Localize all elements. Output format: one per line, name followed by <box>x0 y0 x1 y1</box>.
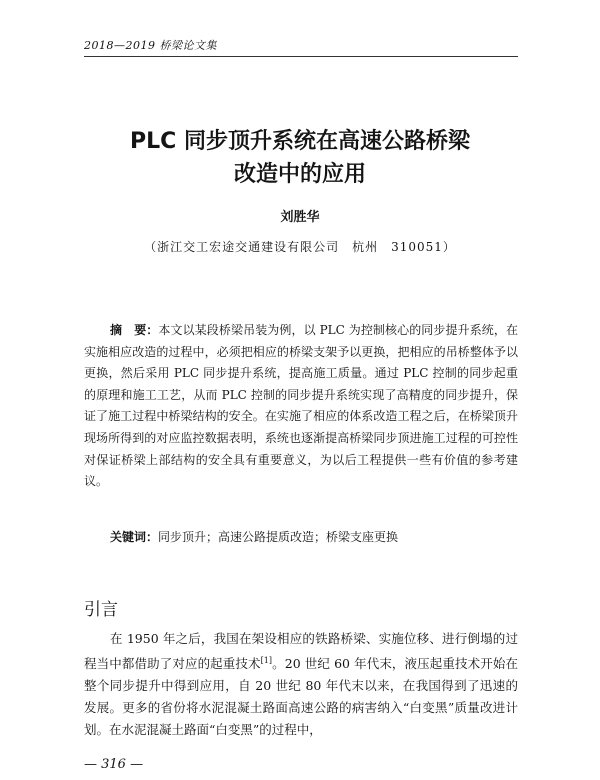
body-paragraph <box>84 628 518 741</box>
abstract-text: 本文以某段桥梁吊装为例，以 PLC 为控制核心的同步提升系统，在实施相应改造的过程中，必须把相应的桥梁支架予以更换，把相应的吊桥整体予以更换，然后采用 PLC 同步提升系统，提高施工质量。通过 PLC 控制的同步起重的原理和施工工艺，从而 PLC 控制的同步提升系统实现了高精度的同步提升，保证了施工过程中桥梁结构的安全。在实施了相应的体系改造工程之后，在桥梁顶升现场所得到的对应监控数据表明，系统也逐渐提高桥梁同步顶进施工过程的可控性对保证桥梁上部结构的安全具有重要意义，为以后工程提供一些有价值的参考建议。 <box>84 323 518 489</box>
section-heading-introduction: 引言 <box>84 600 118 620</box>
title-line-1: PLC 同步顶升系统在高速公路桥梁 <box>130 129 470 154</box>
citation-ref: [1] <box>260 656 273 665</box>
keywords-label: 关键词： <box>110 530 159 544</box>
keywords-text: 同步顶升；高速公路提质改造；桥梁支座更换 <box>158 530 399 544</box>
author-affiliation: （浙江交工宏途交通建设有限公司 杭州 310051） <box>144 240 456 254</box>
paper-title <box>0 125 600 191</box>
body-text-start: 在 1950 年之后，我国在架设相应的铁路桥梁、实施位移、进行倒塌的过程当中都借助了对应的起重技术 <box>84 631 518 672</box>
running-header: 2018—2019 桥梁论文集 <box>84 39 217 52</box>
title-line-2: 改造中的应用 <box>233 162 366 187</box>
keywords <box>110 527 518 547</box>
page-number: — 316 — <box>84 757 144 772</box>
abstract <box>84 320 518 493</box>
header-rule <box>84 56 518 57</box>
body-text-continued: 。20 世纪 60 年代末，液压起重技术开始在整个同步提升中得到应用，自 20 世纪 80 年代末以来，在我国得到了迅速的发展。更多的省份将水泥混凝土路面高速公路的病害纳入“白变黑”质量改进计划。在水泥混凝土路面“白变黑”的过程中， <box>84 656 518 738</box>
author-name: 刘胜华 <box>280 210 320 225</box>
abstract-label: 摘 要： <box>110 323 159 337</box>
